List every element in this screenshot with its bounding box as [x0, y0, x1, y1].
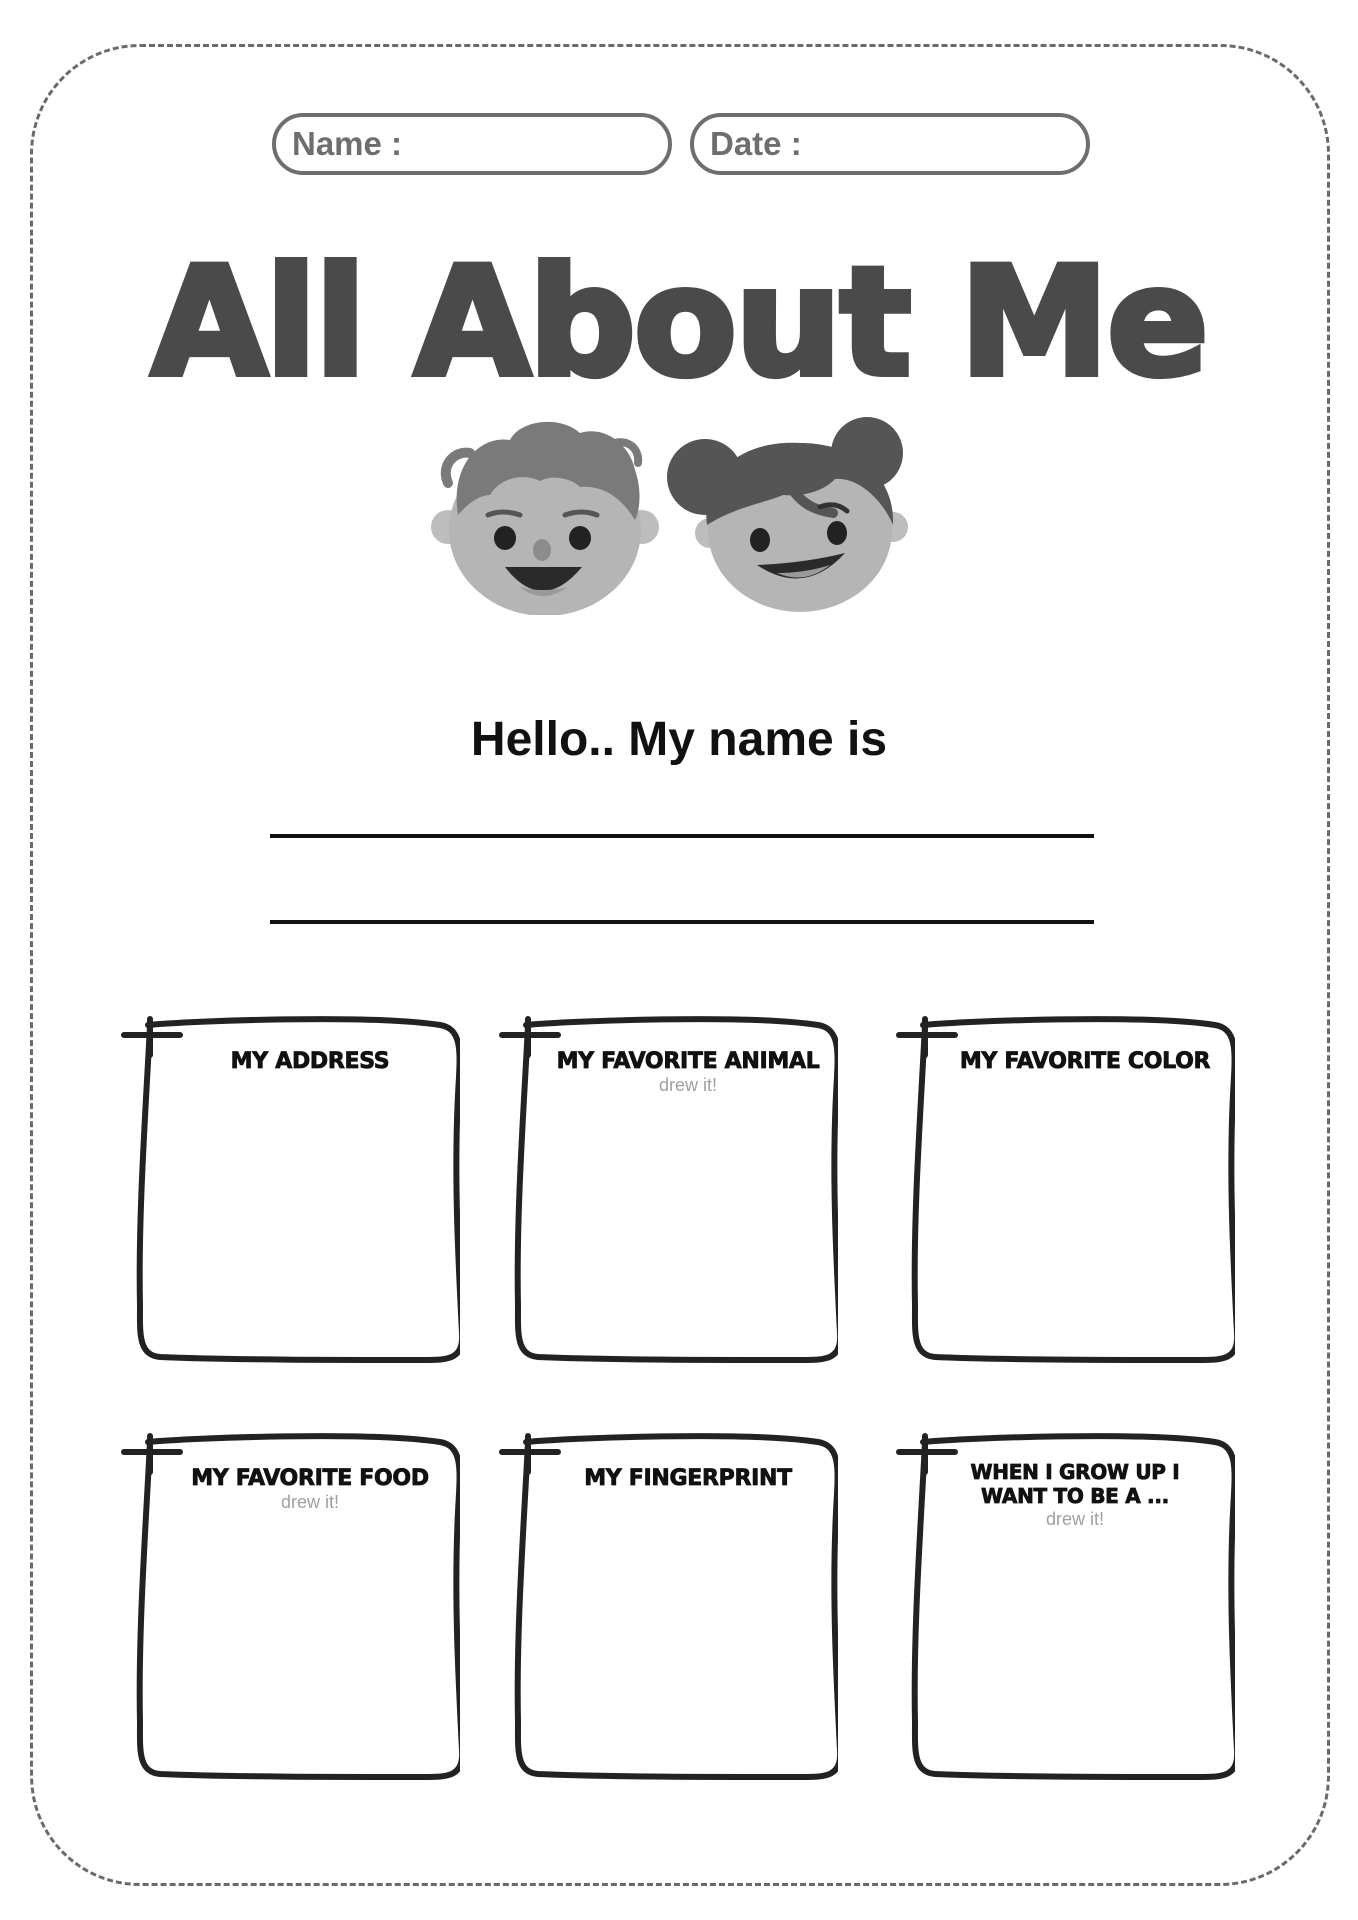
- page-title: All About Me: [151, 236, 1207, 410]
- box-title: MY FINGERPRINT: [584, 1466, 792, 1491]
- box-subtitle: drew it!: [280, 1492, 340, 1512]
- greeting-text: Hello.. My name is: [470, 713, 888, 766]
- box-my-address[interactable]: [120, 1015, 460, 1365]
- box-title: MY FAVORITE ANIMAL: [556, 1049, 820, 1074]
- name-field[interactable]: [272, 113, 672, 175]
- girl-face-icon: [667, 417, 908, 612]
- box-my-favorite-food[interactable]: [120, 1432, 460, 1782]
- kids-illustration: [430, 415, 910, 615]
- box-my-favorite-color[interactable]: [895, 1015, 1235, 1365]
- date-field[interactable]: [690, 113, 1090, 175]
- box-when-i-grow-up[interactable]: [895, 1432, 1235, 1782]
- date-label: Date :: [710, 125, 802, 162]
- box-title: MY FAVORITE COLOR: [959, 1049, 1211, 1074]
- boy-face-icon: [431, 422, 659, 615]
- box-subtitle: drew it!: [658, 1075, 718, 1095]
- box-subtitle: drew it!: [1045, 1509, 1105, 1529]
- box-title: MY ADDRESS: [230, 1049, 390, 1074]
- box-my-fingerprint[interactable]: [498, 1432, 838, 1782]
- box-title: MY FAVORITE FOOD: [191, 1466, 429, 1491]
- name-writing-line-1[interactable]: [270, 834, 1094, 838]
- name-label: Name :: [292, 125, 403, 162]
- box-my-favorite-animal[interactable]: [498, 1015, 838, 1365]
- name-writing-line-2[interactable]: [270, 920, 1094, 924]
- box-title: WHEN I GROW UP I WANT TO BE A ...: [970, 1460, 1180, 1508]
